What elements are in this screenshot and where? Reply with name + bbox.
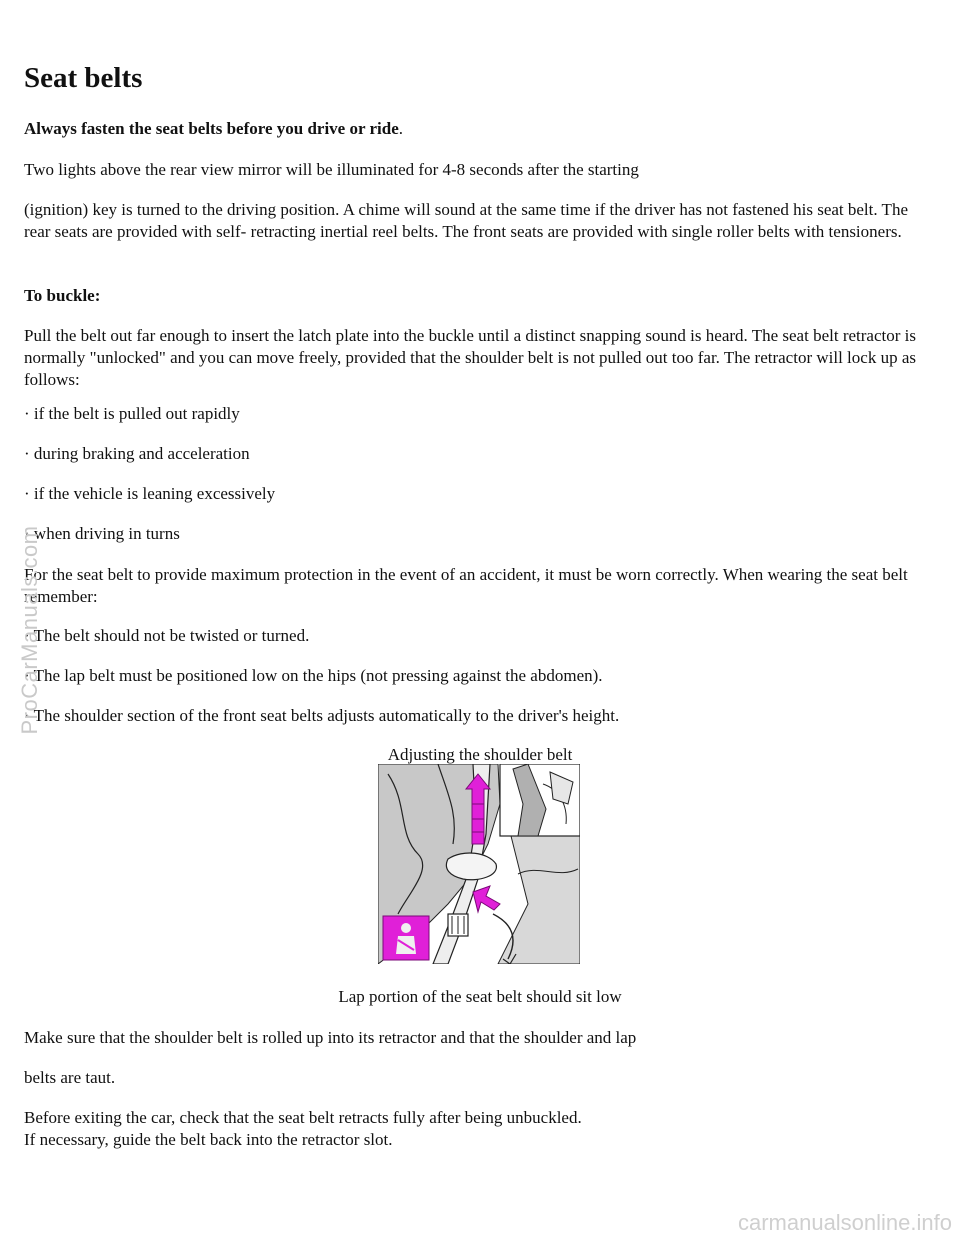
side-watermark (17, 515, 42, 745)
paragraph-rolled: Make sure that the shoulder belt is rolled up into its retractor and that the shoulder and lap (24, 1028, 637, 1047)
lock-condition-item: · if the belt is pulled out rapidly (24, 404, 240, 423)
remember-item: · The lap belt must be positioned low on the hips (not pressing against the abdomen). (24, 666, 603, 685)
paragraph-buckle: Pull the belt out far enough to insert the latch plate into the buckle until a distinct snapping sound is heard. The seat belt retractor is normally "unlocked" and you can move freely, provided that the shoulder belt is not pulled out too far. The retractor will lock up as follows: (24, 326, 916, 389)
lock-condition-item: · during braking and acceleration (24, 444, 250, 463)
buckle-heading: To buckle: (24, 286, 101, 305)
intro-period: . (398, 119, 403, 138)
bottom-watermark: carmanualsonline.info (737, 1210, 952, 1235)
paragraph-taut: belts are taut. (24, 1068, 116, 1087)
lock-condition-item: · if the vehicle is leaning excessively (24, 484, 276, 503)
lock-condition-item: · when driving in turns (24, 524, 180, 543)
seat-belt-illustration (378, 764, 580, 964)
seat-belt-drawing (378, 764, 580, 964)
intro-line (24, 118, 403, 140)
figure-caption-bottom: Lap portion of the seat belt should sit low (338, 987, 622, 1006)
paragraph-exit-line-1: Before exiting the car, check that the seat belt retracts fully after being unbuckled. (24, 1108, 582, 1127)
side-watermark-text: ProCarManuals.com (17, 525, 42, 735)
figure-caption-top: Adjusting the shoulder belt (387, 745, 573, 764)
intro-bold-text: Always fasten the seat belts before you drive or ride (24, 119, 399, 138)
paragraph-protection: For the seat belt to provide maximum protection in the event of an accident, it must be worn correctly. When wearing the seat belt remember: (24, 565, 908, 606)
paragraph-exit-line-2: If necessary, guide the belt back into the retractor slot. (24, 1130, 393, 1149)
paragraph-ignition: (ignition) key is turned to the driving position. A chime will sound at the same time if the driver has not fastened his seat belt. The rear seats are provided with self- retracting inertial reel belts. The front seats are provided with single roller belts with tensioners. (24, 200, 908, 241)
remember-item: · The belt should not be twisted or turned. (24, 626, 310, 645)
page-title: Seat belts (24, 62, 143, 94)
paragraph-lights: Two lights above the rear view mirror will be illuminated for 4-8 seconds after the starting (24, 160, 639, 179)
remember-item: · The shoulder section of the front seat belts adjusts automatically to the driver's height. (24, 706, 620, 725)
